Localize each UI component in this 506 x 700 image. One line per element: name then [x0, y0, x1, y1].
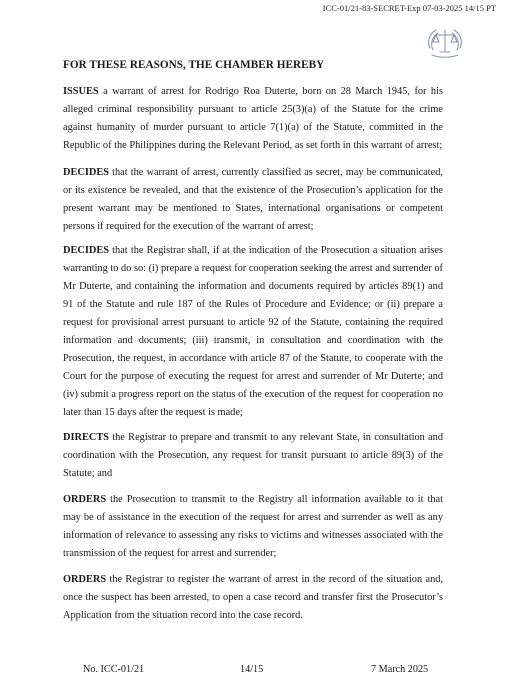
section-heading: FOR THESE REASONS, THE CHAMBER HEREBY — [63, 59, 325, 71]
operative-verb: ORDERS — [63, 494, 107, 505]
paragraph-text: the Registrar to register the warrant of arrest in the record of the situation and, once the suspect has been arrested, to open a case record and transfer first the Prosecutor’s Application from the situation record into the case record. — [63, 574, 443, 621]
icc-emblem-icon — [424, 24, 466, 60]
footer-page-number: 14/15 — [240, 664, 264, 675]
operative-paragraph — [63, 491, 443, 563]
operative-paragraph — [63, 242, 443, 422]
operative-paragraph — [63, 571, 443, 625]
paragraph-text: a warrant of arrest for Rodrigo Roa Duterte, born on 28 March 1945, for his alleged criminal responsibility pursuant to article 25(3)(a) of the Statute for the crime against humanity of murder pursuant to article 7(1)(a) of the Statute, committed in the Republic of the Philippines during the Relevant Period, as set forth in this warrant of arrest; — [63, 86, 443, 151]
paragraph-text: the Prosecution to transmit to the Registry all information available to it that may be of assistance in the execution of the request for arrest and surrender as well as any information of relevance to assessing any risks to victims and witnesses associated with the transmission of the request for arrest and surrender; — [63, 494, 443, 559]
operative-verb: DECIDES — [63, 245, 109, 256]
paragraph-text: that the Registrar shall, if at the indication of the Prosecution a situation arises warranting to do so: (i) prepare a request for cooperation seeking the arrest and surrender of Mr Duterte, and containing the information and documents required by articles 89(1) and 91 of the Statute and rule 187 of the Rules of Procedure and Evidence; or (ii) prepare a request for provisional arrest pursuant to article 92 of the Statute, containing the required information and documents; (iii) transmit, in consultation and coordination with the Prosecution, the request, in accordance with article 87 of the Statute, to cooperate with the Court for the purpose of executing the request for arrest and surrender of Mr Duterte; and (iv) submit a progress report on the status of the execution of the request for cooperation no later than 15 days after the request is made; — [63, 245, 443, 418]
operative-verb: ORDERS — [63, 574, 107, 585]
footer-case-number: No. ICC-01/21 — [83, 664, 145, 675]
footer-date: 7 March 2025 — [371, 664, 429, 675]
operative-verb: DECIDES — [63, 167, 109, 178]
operative-verb: DIRECTS — [63, 432, 109, 443]
operative-paragraph — [63, 164, 443, 236]
operative-paragraph — [63, 83, 443, 155]
operative-paragraph — [63, 429, 443, 483]
operative-verb: ISSUES — [63, 86, 99, 97]
document-reference: ICC-01/21-83-SECRET-Exp 07-03-2025 14/15 PT — [322, 3, 496, 13]
paragraph-text: that the warrant of arrest, currently classified as secret, may be communicated, or its existence be revealed, and that the existence of the Prosecution’s application for the present warrant may be mentioned to States, international organisations or competent persons if required for the execution of the warrant of arrest; — [63, 167, 443, 232]
paragraph-text: the Registrar to prepare and transmit to any relevant State, in consultation and coordination with the Prosecution, any request for transit pursuant to article 89(3) of the Statute; and — [63, 432, 443, 479]
